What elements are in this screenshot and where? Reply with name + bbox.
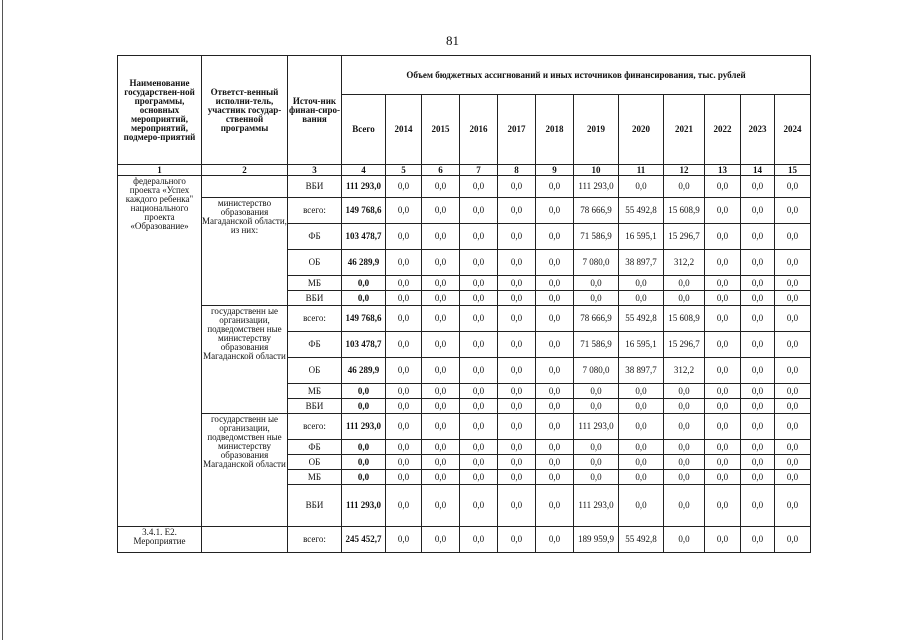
value-cell: 0,0	[536, 332, 574, 358]
table-header	[118, 56, 811, 176]
value-cell: 0,0	[775, 276, 811, 291]
value-cell: 7 080,0	[574, 358, 619, 384]
value-cell: 0,0	[664, 291, 705, 306]
value-cell: 0,0	[422, 250, 460, 276]
value-cell: 0,0	[619, 176, 664, 198]
source-cell: ВБИ	[288, 176, 342, 198]
value-cell: 0,0	[422, 224, 460, 250]
value-cell: 0,0	[498, 470, 536, 485]
page-number: 81	[446, 33, 459, 48]
value-cell: 0,0	[422, 198, 460, 224]
table-row	[118, 198, 811, 224]
value-cell: 0,0	[460, 250, 498, 276]
source-cell: всего:	[288, 527, 342, 553]
value-cell: 0,0	[775, 485, 811, 527]
value-cell: 0,0	[386, 198, 422, 224]
value-cell: 0,0	[574, 384, 619, 399]
header-year: 2023	[741, 95, 775, 165]
value-cell: 312,2	[664, 250, 705, 276]
value-cell: 78 666,9	[574, 198, 619, 224]
source-cell: ОБ	[288, 358, 342, 384]
value-cell: 0,0	[422, 384, 460, 399]
column-number: 11	[619, 165, 664, 176]
value-cell: 0,0	[741, 358, 775, 384]
value-cell: 0,0	[386, 358, 422, 384]
total-cell: 245 452,7	[342, 527, 386, 553]
column-number: 5	[386, 165, 422, 176]
value-cell: 0,0	[705, 306, 741, 332]
value-cell: 0,0	[741, 332, 775, 358]
value-cell: 0,0	[619, 470, 664, 485]
value-cell: 0,0	[574, 470, 619, 485]
column-number: 14	[741, 165, 775, 176]
value-cell: 0,0	[741, 455, 775, 470]
value-cell: 0,0	[498, 332, 536, 358]
value-cell: 0,0	[498, 440, 536, 455]
value-cell: 0,0	[664, 527, 705, 553]
value-cell: 0,0	[741, 291, 775, 306]
value-cell: 15 608,9	[664, 198, 705, 224]
header-year: 2024	[775, 95, 811, 165]
value-cell: 0,0	[705, 384, 741, 399]
column-number: 13	[705, 165, 741, 176]
value-cell: 0,0	[741, 440, 775, 455]
value-cell: 0,0	[664, 485, 705, 527]
value-cell: 0,0	[536, 306, 574, 332]
value-cell: 0,0	[741, 176, 775, 198]
value-cell: 0,0	[386, 291, 422, 306]
value-cell: 0,0	[460, 414, 498, 440]
value-cell: 0,0	[619, 291, 664, 306]
value-cell: 0,0	[422, 306, 460, 332]
value-cell: 0,0	[705, 276, 741, 291]
total-cell: 0,0	[342, 384, 386, 399]
value-cell: 0,0	[741, 527, 775, 553]
value-cell: 0,0	[460, 384, 498, 399]
column-number: 4	[342, 165, 386, 176]
value-cell: 0,0	[386, 440, 422, 455]
value-cell: 0,0	[498, 176, 536, 198]
value-cell: 0,0	[574, 276, 619, 291]
value-cell: 0,0	[741, 306, 775, 332]
column-number: 3	[288, 165, 342, 176]
total-cell: 46 289,9	[342, 250, 386, 276]
value-cell: 0,0	[664, 470, 705, 485]
value-cell: 0,0	[536, 291, 574, 306]
value-cell: 0,0	[536, 455, 574, 470]
value-cell: 0,0	[705, 470, 741, 485]
value-cell: 15 296,7	[664, 224, 705, 250]
column-number: 2	[202, 165, 288, 176]
value-cell: 55 492,8	[619, 198, 664, 224]
value-cell: 0,0	[386, 224, 422, 250]
header-name: Наименование государствен-ной программы, основных мероприятий, мероприятий, подмеро-приятий	[118, 56, 202, 165]
value-cell: 0,0	[775, 399, 811, 414]
column-numbers-row	[118, 165, 811, 176]
value-cell: 0,0	[460, 455, 498, 470]
value-cell: 111 293,0	[574, 485, 619, 527]
value-cell: 55 492,8	[619, 527, 664, 553]
total-cell: 103 478,7	[342, 332, 386, 358]
table-body	[118, 176, 811, 553]
value-cell: 0,0	[460, 470, 498, 485]
value-cell: 0,0	[574, 440, 619, 455]
value-cell: 0,0	[498, 399, 536, 414]
value-cell: 0,0	[705, 176, 741, 198]
value-cell: 0,0	[386, 399, 422, 414]
value-cell: 0,0	[741, 384, 775, 399]
value-cell: 15 608,9	[664, 306, 705, 332]
total-cell: 0,0	[342, 470, 386, 485]
table-row	[118, 306, 811, 332]
value-cell: 0,0	[460, 176, 498, 198]
column-number: 8	[498, 165, 536, 176]
executor-cell: государственн ые организации, подведомствен ные министерству образования Магаданской области	[202, 414, 288, 527]
total-cell: 103 478,7	[342, 224, 386, 250]
value-cell: 0,0	[536, 224, 574, 250]
value-cell: 0,0	[498, 485, 536, 527]
value-cell: 0,0	[386, 176, 422, 198]
header-year: 2021	[664, 95, 705, 165]
value-cell: 0,0	[705, 198, 741, 224]
source-cell: МБ	[288, 276, 342, 291]
value-cell: 0,0	[498, 250, 536, 276]
value-cell: 15 296,7	[664, 332, 705, 358]
total-cell: 111 293,0	[342, 414, 386, 440]
value-cell: 0,0	[386, 306, 422, 332]
header-volume: Объем бюджетных ассигнований и иных источников финансирования, тыс. рублей	[342, 56, 811, 95]
value-cell: 0,0	[386, 527, 422, 553]
source-cell: ФБ	[288, 440, 342, 455]
value-cell: 0,0	[422, 527, 460, 553]
value-cell: 0,0	[775, 306, 811, 332]
value-cell: 0,0	[705, 250, 741, 276]
total-cell: 149 768,6	[342, 306, 386, 332]
value-cell: 0,0	[741, 470, 775, 485]
table-row-last	[118, 527, 811, 553]
value-cell: 0,0	[536, 384, 574, 399]
value-cell: 0,0	[741, 485, 775, 527]
value-cell: 0,0	[386, 276, 422, 291]
value-cell: 111 293,0	[574, 414, 619, 440]
total-cell: 111 293,0	[342, 176, 386, 198]
value-cell: 0,0	[498, 291, 536, 306]
header-source: Источ-ник финан-сиро-вания	[288, 56, 342, 165]
value-cell: 16 595,1	[619, 224, 664, 250]
value-cell: 0,0	[741, 224, 775, 250]
column-number: 6	[422, 165, 460, 176]
value-cell: 0,0	[705, 440, 741, 455]
value-cell: 0,0	[498, 224, 536, 250]
value-cell: 0,0	[498, 306, 536, 332]
activity-name-cell: 3.4.1. Е2. Мероприятие	[118, 527, 202, 553]
value-cell: 0,0	[775, 332, 811, 358]
value-cell: 38 897,7	[619, 250, 664, 276]
total-cell: 0,0	[342, 291, 386, 306]
value-cell: 0,0	[775, 455, 811, 470]
value-cell: 0,0	[386, 485, 422, 527]
value-cell: 0,0	[775, 470, 811, 485]
value-cell: 0,0	[705, 527, 741, 553]
value-cell: 0,0	[741, 276, 775, 291]
value-cell: 0,0	[498, 198, 536, 224]
source-cell: МБ	[288, 384, 342, 399]
value-cell: 0,0	[460, 440, 498, 455]
value-cell: 0,0	[536, 198, 574, 224]
source-cell: всего:	[288, 414, 342, 440]
header-year: 2014	[386, 95, 422, 165]
value-cell: 0,0	[460, 358, 498, 384]
value-cell: 0,0	[775, 414, 811, 440]
value-cell: 0,0	[664, 399, 705, 414]
value-cell: 0,0	[422, 399, 460, 414]
value-cell: 0,0	[422, 440, 460, 455]
value-cell: 38 897,7	[619, 358, 664, 384]
value-cell: 0,0	[775, 291, 811, 306]
value-cell: 0,0	[460, 306, 498, 332]
column-number: 15	[775, 165, 811, 176]
page-edge-line	[2, 0, 3, 640]
value-cell: 0,0	[741, 399, 775, 414]
value-cell: 312,2	[664, 358, 705, 384]
value-cell: 0,0	[664, 440, 705, 455]
value-cell: 0,0	[741, 198, 775, 224]
source-cell: ВБИ	[288, 291, 342, 306]
value-cell: 0,0	[775, 358, 811, 384]
column-number: 10	[574, 165, 619, 176]
value-cell: 0,0	[775, 176, 811, 198]
value-cell: 16 595,1	[619, 332, 664, 358]
value-cell: 0,0	[705, 455, 741, 470]
value-cell: 0,0	[705, 358, 741, 384]
value-cell: 0,0	[460, 332, 498, 358]
value-cell: 0,0	[705, 485, 741, 527]
value-cell: 0,0	[498, 384, 536, 399]
value-cell: 0,0	[536, 176, 574, 198]
value-cell: 0,0	[460, 527, 498, 553]
value-cell: 0,0	[422, 332, 460, 358]
value-cell: 0,0	[705, 291, 741, 306]
header-year: 2017	[498, 95, 536, 165]
value-cell: 0,0	[536, 470, 574, 485]
column-number: 12	[664, 165, 705, 176]
value-cell: 111 293,0	[574, 176, 619, 198]
value-cell: 0,0	[460, 224, 498, 250]
value-cell: 0,0	[498, 276, 536, 291]
value-cell: 0,0	[741, 250, 775, 276]
value-cell: 0,0	[775, 198, 811, 224]
source-cell: ФБ	[288, 224, 342, 250]
value-cell: 0,0	[498, 414, 536, 440]
value-cell: 0,0	[536, 527, 574, 553]
value-cell: 0,0	[536, 414, 574, 440]
executor-cell-empty	[202, 527, 288, 553]
value-cell: 0,0	[498, 455, 536, 470]
source-cell: ОБ	[288, 455, 342, 470]
value-cell: 0,0	[460, 399, 498, 414]
value-cell: 0,0	[705, 414, 741, 440]
value-cell: 0,0	[460, 198, 498, 224]
value-cell: 0,0	[422, 176, 460, 198]
value-cell: 0,0	[386, 455, 422, 470]
value-cell: 0,0	[422, 414, 460, 440]
source-cell: ФБ	[288, 332, 342, 358]
value-cell: 0,0	[664, 276, 705, 291]
value-cell: 0,0	[664, 414, 705, 440]
value-cell: 0,0	[498, 358, 536, 384]
value-cell: 0,0	[619, 384, 664, 399]
header-year: 2018	[536, 95, 574, 165]
total-cell: 0,0	[342, 399, 386, 414]
value-cell: 0,0	[498, 527, 536, 553]
column-number: 7	[460, 165, 498, 176]
value-cell: 0,0	[386, 332, 422, 358]
value-cell: 0,0	[574, 399, 619, 414]
value-cell: 0,0	[574, 291, 619, 306]
value-cell: 0,0	[664, 455, 705, 470]
value-cell: 0,0	[574, 455, 619, 470]
table-row	[118, 176, 811, 198]
value-cell: 0,0	[775, 527, 811, 553]
header-year: 2022	[705, 95, 741, 165]
source-cell: ВБИ	[288, 485, 342, 527]
value-cell: 0,0	[775, 250, 811, 276]
source-cell: всего:	[288, 198, 342, 224]
source-cell: ВБИ	[288, 399, 342, 414]
value-cell: 0,0	[536, 250, 574, 276]
value-cell: 0,0	[422, 470, 460, 485]
value-cell: 0,0	[536, 399, 574, 414]
value-cell: 0,0	[386, 470, 422, 485]
column-number: 1	[118, 165, 202, 176]
header-year: 2019	[574, 95, 619, 165]
executor-cell: государственн ые организации, подведомствен ные министерству образования Магаданской области	[202, 306, 288, 414]
value-cell: 0,0	[619, 485, 664, 527]
value-cell: 71 586,9	[574, 332, 619, 358]
value-cell: 0,0	[741, 414, 775, 440]
column-number: 9	[536, 165, 574, 176]
value-cell: 0,0	[422, 291, 460, 306]
value-cell: 0,0	[619, 440, 664, 455]
value-cell: 55 492,8	[619, 306, 664, 332]
header-year: 2015	[422, 95, 460, 165]
total-cell: 0,0	[342, 276, 386, 291]
value-cell: 0,0	[536, 440, 574, 455]
source-cell: всего:	[288, 306, 342, 332]
budget-table	[117, 55, 811, 553]
source-cell: МБ	[288, 470, 342, 485]
value-cell: 0,0	[536, 358, 574, 384]
value-cell: 7 080,0	[574, 250, 619, 276]
total-cell: 111 293,0	[342, 485, 386, 527]
total-cell: 46 289,9	[342, 358, 386, 384]
value-cell: 0,0	[460, 485, 498, 527]
value-cell: 0,0	[422, 276, 460, 291]
value-cell: 0,0	[619, 399, 664, 414]
value-cell: 0,0	[705, 224, 741, 250]
value-cell: 0,0	[536, 276, 574, 291]
total-cell: 0,0	[342, 440, 386, 455]
value-cell: 0,0	[619, 276, 664, 291]
value-cell: 0,0	[775, 384, 811, 399]
value-cell: 0,0	[619, 414, 664, 440]
value-cell: 0,0	[619, 455, 664, 470]
value-cell: 0,0	[422, 358, 460, 384]
value-cell: 78 666,9	[574, 306, 619, 332]
value-cell: 71 586,9	[574, 224, 619, 250]
value-cell: 0,0	[386, 414, 422, 440]
total-cell: 149 768,6	[342, 198, 386, 224]
project-name-cell: федерального проекта «Успех каждого ребенка" национального проекта «Образование»	[118, 176, 202, 527]
executor-cell: министерство образования Магаданской области, из них:	[202, 198, 288, 306]
value-cell: 0,0	[422, 485, 460, 527]
value-cell: 0,0	[386, 384, 422, 399]
header-year: 2016	[460, 95, 498, 165]
value-cell: 0,0	[422, 455, 460, 470]
executor-cell	[202, 176, 288, 198]
table-row	[118, 414, 811, 440]
value-cell: 0,0	[386, 250, 422, 276]
value-cell: 189 959,9	[574, 527, 619, 553]
total-cell: 0,0	[342, 455, 386, 470]
value-cell: 0,0	[705, 399, 741, 414]
value-cell: 0,0	[536, 485, 574, 527]
source-cell: ОБ	[288, 250, 342, 276]
value-cell: 0,0	[664, 384, 705, 399]
value-cell: 0,0	[664, 176, 705, 198]
header-year: 2020	[619, 95, 664, 165]
value-cell: 0,0	[705, 332, 741, 358]
value-cell: 0,0	[775, 224, 811, 250]
header-total: Всего	[342, 95, 386, 165]
value-cell: 0,0	[460, 276, 498, 291]
header-executor: Ответст-венный исполни-тель, участник государ-ственной программы	[202, 56, 288, 165]
value-cell: 0,0	[460, 291, 498, 306]
value-cell: 0,0	[775, 440, 811, 455]
